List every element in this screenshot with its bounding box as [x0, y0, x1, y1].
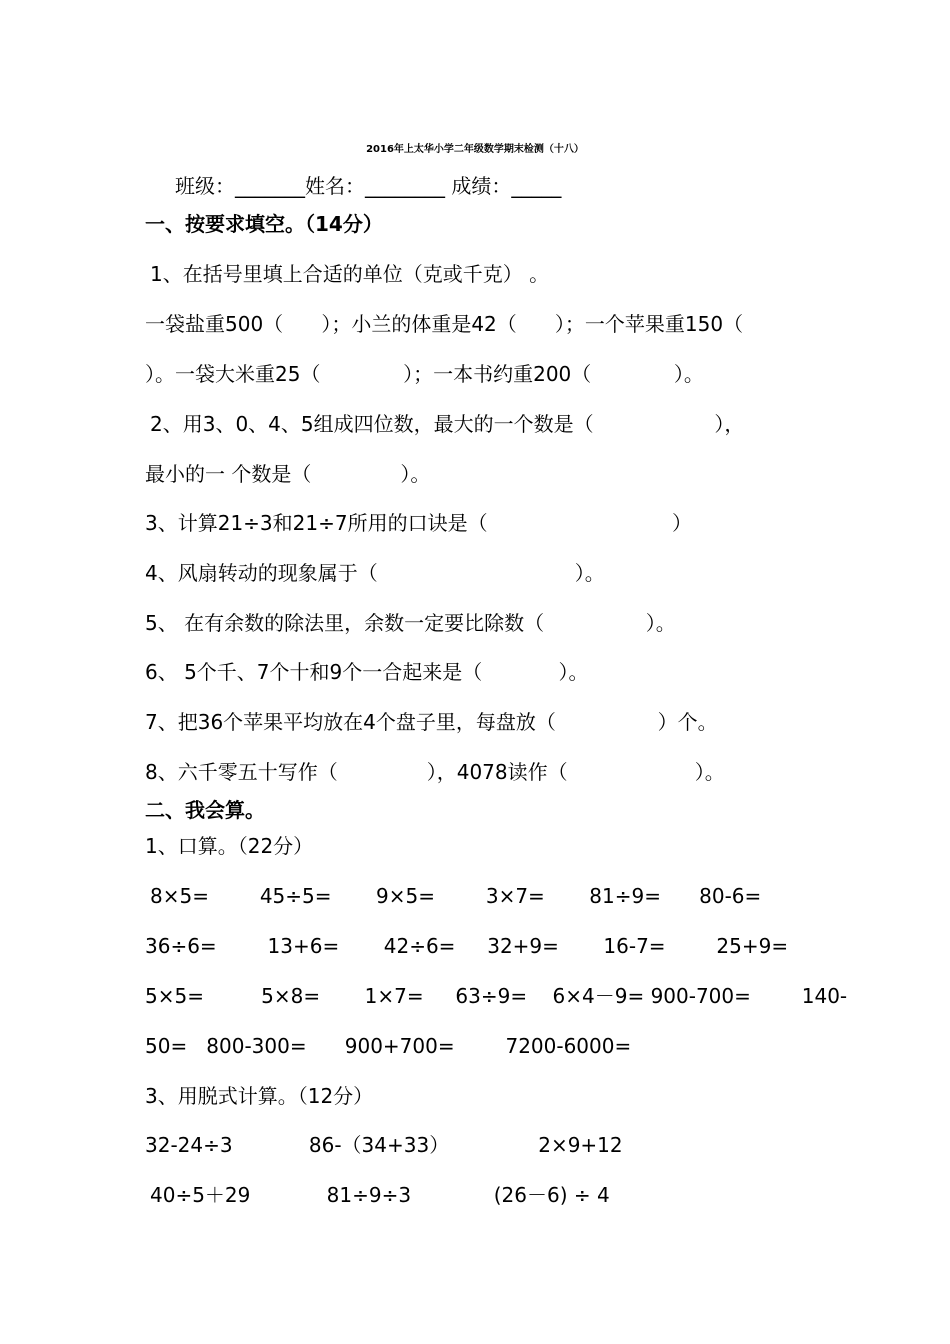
question-2-line2: 最小的一 个数是（ ）。 [145, 462, 431, 486]
oral-calc-row-2: 36÷6= 13+6= 42÷6= 32+9= 16-7= 25+9= [145, 934, 789, 958]
oral-calc-row-4: 50= 800-300= 900+700= 7200-6000= [145, 1034, 632, 1058]
page-title: 2016年上太华小学二年级数学期末检测（十八） [366, 144, 584, 155]
oral-calc-row-3: 5×5= 5×8= 1×7= 63÷9= 6×4－9= 900-700= 140- [145, 984, 848, 1008]
question-7: 7、把36个苹果平均放在4个盘子里，每盘放（ ）个。 [145, 710, 718, 734]
question-5: 5、 在有余数的除法里，余数一定要比除数（ ）。 [145, 611, 676, 635]
question-3: 3、计算21÷3和21÷7所用的口诀是（ ） [145, 511, 692, 535]
step-calc-row-2: 40÷5＋29 81÷9÷3 (26－6) ÷ 4 [150, 1183, 610, 1207]
oral-calc-title: 1、口算。（22分） [145, 834, 314, 858]
oral-calc-row-1: 8×5= 45÷5= 9×5= 3×7= 81÷9= 80-6= [150, 884, 762, 908]
section2-heading: 二、我会算。 [145, 798, 265, 822]
step-calc-title: 3、用脱式计算。（12分） [145, 1084, 374, 1108]
question-1-line1: 一袋盐重500（ ）；小兰的体重是42（ ）；一个苹果重150（ [145, 312, 744, 336]
question-1: 1、在括号里填上合适的单位（克或千克） 。 [150, 262, 550, 286]
question-2-line1: 2、用3、0、4、5组成四位数，最大的一个数是（ ）， [150, 412, 745, 436]
question-6: 6、 5个千、7个十和9个一合起来是（ ）。 [145, 660, 589, 684]
question-4: 4、风扇转动的现象属于（ ）。 [145, 561, 605, 585]
step-calc-row-1: 32-24÷3 86-（34+33） 2×9+12 [145, 1133, 623, 1157]
question-8: 8、六千零五十写作（ ），4078读作（ ）。 [145, 760, 725, 784]
question-1-line2: ）。一袋大米重25（ ）；一本书约重200（ ）。 [145, 362, 704, 386]
section1-heading: 一、按要求填空。（14分） [145, 212, 383, 236]
student-info-line: 班级：_______姓名：________ 成绩：_____ [175, 174, 562, 198]
